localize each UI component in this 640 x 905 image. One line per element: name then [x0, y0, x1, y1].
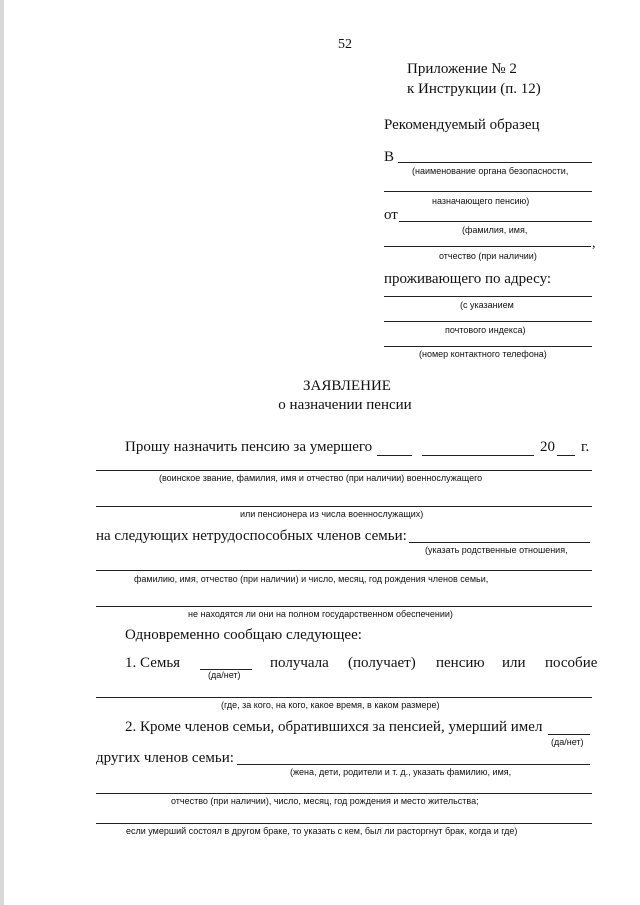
- family-line-2[interactable]: [96, 570, 592, 571]
- item2-text: 2. Кроме членов семьи, обратившихся за пенсией, умерший имел: [125, 719, 543, 735]
- item2-members-hint: (жена, дети, родители и т. д., указать фамилию, имя,: [290, 767, 512, 777]
- item2-members-line-2[interactable]: [96, 793, 592, 794]
- authority-line[interactable]: [398, 162, 592, 163]
- sample-label: Рекомендуемый образец: [384, 117, 540, 133]
- year-suffix: г.: [581, 439, 590, 455]
- from-label: от: [384, 207, 398, 223]
- authority-hint-2: назначающего пенсию): [432, 196, 530, 206]
- patronymic-hint: отчество (при наличии): [439, 251, 537, 261]
- rank-short-line[interactable]: [377, 455, 412, 456]
- family-name-hint: фамилию, имя, отчество (при наличии) и число, месяц, год рождения членов семьи,: [134, 574, 489, 584]
- pensioner-hint: или пенсионера из числа военнослужащих): [240, 509, 424, 519]
- appendix-label: Приложение № 2: [407, 61, 517, 77]
- name-line[interactable]: [399, 221, 592, 222]
- document-subtitle: о назначении пенсии: [278, 397, 412, 413]
- address-label: проживающего по адресу:: [384, 271, 552, 287]
- item1-or: или: [502, 655, 526, 671]
- item1-received: получала: [270, 655, 329, 671]
- postal-hint: почтового индекса): [445, 325, 526, 335]
- address-hint: (с указанием: [460, 300, 514, 310]
- phone-hint: (номер контактного телефона): [419, 349, 547, 359]
- item1-details-hint: (где, за кого, на кого, какое время, в каком размере): [221, 700, 440, 710]
- item2-yes-no-line[interactable]: [548, 734, 590, 735]
- deceased-line-2[interactable]: [96, 506, 592, 507]
- item2-yes-no-hint: (да/нет): [551, 737, 584, 747]
- page-edge: [0, 0, 4, 905]
- page-number: 52: [338, 37, 352, 52]
- item2-marriage-hint: если умерший состоял в другом браке, то указать с кем, был ли расторгнут брак, когда и где): [126, 826, 518, 836]
- support-hint: не находятся ли они на полном государственном обеспечении): [188, 609, 453, 619]
- item2-birth-hint: отчество (при наличии), число, месяц, год рождения и место жительства;: [171, 796, 479, 806]
- item2-members-line-3[interactable]: [96, 823, 592, 824]
- authority-hint: (наименование органа безопасности,: [412, 166, 569, 176]
- phone-line[interactable]: [384, 346, 592, 347]
- item1-yes-no-hint: (да/нет): [208, 670, 241, 680]
- request-text: Прошу назначить пенсию за умершего: [125, 439, 373, 455]
- document-title: ЗАЯВЛЕНИЕ: [303, 378, 391, 394]
- family-line[interactable]: [409, 542, 590, 543]
- item1-label: 1. Семья: [125, 655, 181, 671]
- year-prefix: 20: [540, 439, 555, 455]
- item1-pension: пенсию: [436, 655, 485, 671]
- comma: ,: [592, 236, 596, 251]
- deceased-line[interactable]: [96, 470, 592, 471]
- patronymic-line[interactable]: [384, 246, 591, 247]
- also-text: Одновременно сообщаю следующее:: [125, 627, 362, 643]
- family-text: на следующих нетрудоспособных членов семьи:: [96, 528, 407, 544]
- rank-hint: (воинское звание, фамилия, имя и отчество (при наличии) военнослужащего: [159, 473, 483, 483]
- address-line[interactable]: [384, 296, 592, 297]
- relation-hint: (указать родственные отношения,: [425, 545, 568, 555]
- instruction-reference: к Инструкции (п. 12): [407, 81, 541, 97]
- address-line-2[interactable]: [384, 321, 592, 322]
- date-line[interactable]: [422, 455, 534, 456]
- to-label: В: [384, 149, 395, 165]
- item2-other-text: других членов семьи:: [96, 750, 234, 766]
- family-line-3[interactable]: [96, 606, 592, 607]
- year-line[interactable]: [557, 455, 575, 456]
- item1-receives: (получает): [348, 655, 416, 671]
- item1-details-line[interactable]: [96, 697, 592, 698]
- item2-members-line[interactable]: [237, 764, 590, 765]
- item1-benefit: пособие: [545, 655, 598, 671]
- authority-line-2[interactable]: [384, 191, 592, 192]
- name-hint: (фамилия, имя,: [462, 225, 528, 235]
